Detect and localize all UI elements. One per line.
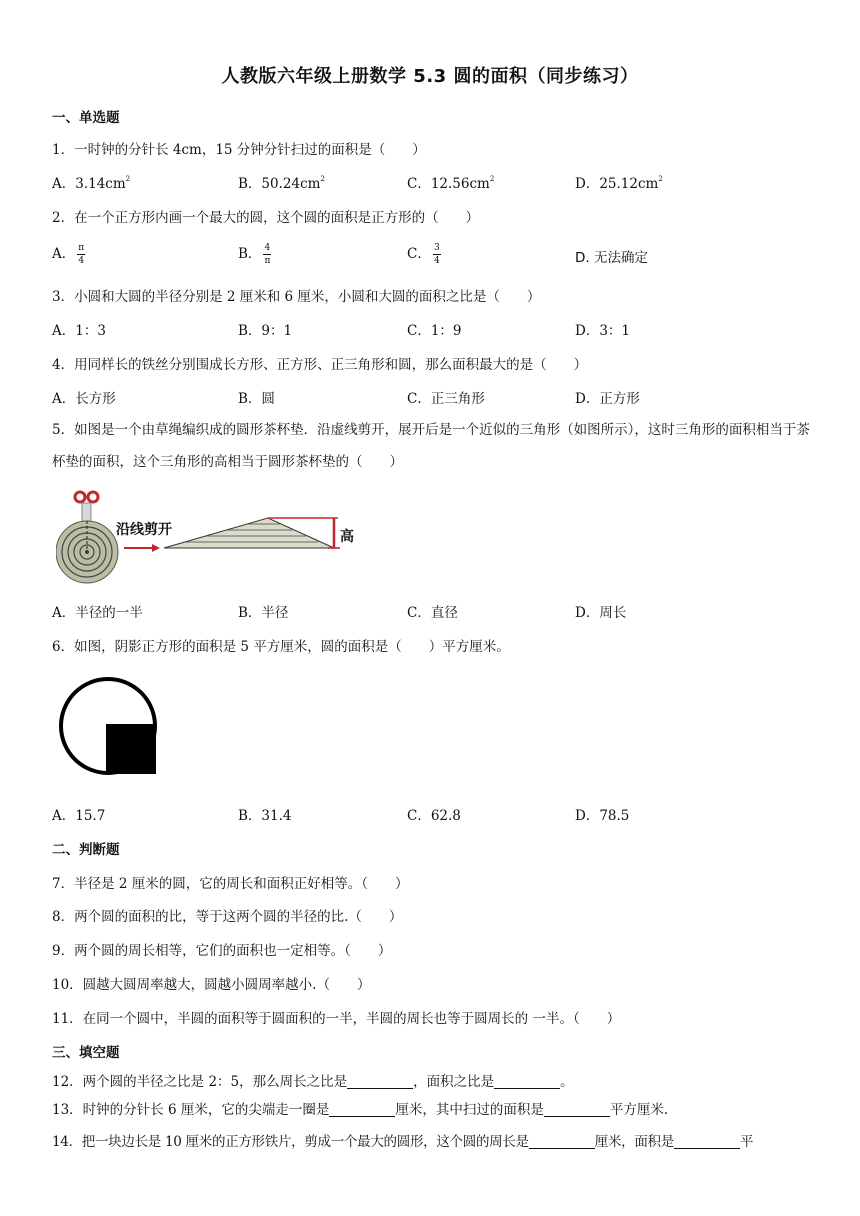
- question-3-option-d: D．3：1: [575, 323, 631, 339]
- question-10: 10．圆越大圆周率越大，圆越小圆周率越小.（ ）: [52, 977, 371, 993]
- question-2-option-b: B． $\frac{4}{\pi}$: [238, 243, 271, 266]
- question-3-option-a: A．1：3: [52, 323, 106, 339]
- height-label: 高: [340, 529, 354, 545]
- question-1-option-d: D．$25.12cm^2$: [575, 175, 663, 192]
- question-4-option-c: C．正三角形: [407, 391, 485, 407]
- question-4-stem: 4．用同样长的铁丝分别围成长方形、正方形、正三角形和圆，那么面积最大的是（ ）: [52, 357, 588, 373]
- question-8: 8．两个圆的面积的比，等于这两个圆的半径的比.（ ）: [52, 909, 403, 925]
- circle-square-figure: [58, 676, 160, 778]
- question-2-option-a: A． $\frac{\pi}{4}$: [52, 243, 85, 266]
- question-2-options: [52, 242, 812, 268]
- question-3-options: [52, 319, 812, 339]
- question-5-option-a: A．半径的一半: [52, 605, 143, 621]
- question-1-option-b: B．$50.24cm^2$: [238, 175, 325, 192]
- coaster-cut-figure: [56, 486, 366, 586]
- question-4-option-a: A．长方形: [52, 391, 116, 407]
- question-2-option-c: C． $\frac{3}{4}$: [407, 243, 440, 266]
- question-6-stem: 6．如图，阴影正方形的面积是 5 平方厘米，圆的面积是（ ）平方厘米。: [52, 639, 510, 655]
- question-6-options: [52, 804, 812, 824]
- coaster-circle: [56, 521, 118, 583]
- question-5-option-c: C．直径: [407, 605, 458, 621]
- question-1-stem: 1．一时钟的分针长 4cm，15 分钟分针扫过的面积是（ ）: [52, 142, 426, 158]
- question-1-option-c: C．$12.56cm^2$: [407, 175, 495, 192]
- question-11: 11．在同一个圆中，半圆的面积等于圆面积的一半，半圆的周长也等于圆周长的 一半。（ ）: [52, 1011, 621, 1027]
- question-7: 7．半径是 2 厘米的圆，它的周长和面积正好相等。（ ）: [52, 876, 409, 892]
- shaded-square: [106, 724, 156, 774]
- section-heading-single-choice: 一、单选题: [52, 110, 120, 126]
- question-2-stem: 2．在一个正方形内画一个最大的圆，这个圆的面积是正方形的（ ）: [52, 210, 480, 226]
- question-2-option-d: D. 无法确定: [575, 250, 648, 266]
- question-5-stem: 5．如图是一个由草绳编织成的圆形茶杯垫．沿虚线剪开，展开后是一个近似的三角形（如图所示），这时三角形的面积相当于茶杯垫的面积，这个三角形的高相当于圆形茶杯垫的（ ）: [52, 422, 810, 470]
- question-13: 13．时钟的分针长 6 厘米，它的尖端走一圈是 厘米，其中扫过的面积是 平方厘米.: [52, 1102, 669, 1118]
- question-4-options: [52, 387, 812, 407]
- blank-field[interactable]: [674, 1134, 740, 1149]
- blank-field[interactable]: [529, 1134, 595, 1149]
- question-12: 12．两个圆的半径之比是 2：5，那么周长之比是 ，面积之比是 。: [52, 1074, 574, 1090]
- page-title: 人教版六年级上册数学 5.3 圆的面积（同步练习）: [221, 66, 639, 87]
- blank-field[interactable]: [329, 1102, 395, 1117]
- question-3-stem: 3．小圆和大圆的半径分别是 2 厘米和 6 厘米，小圆和大圆的面积之比是（ ）: [52, 289, 541, 305]
- question-5-option-d: D．周长: [575, 605, 627, 621]
- question-4-option-d: D．正方形: [575, 391, 640, 407]
- question-3-option-c: C．1：9: [407, 323, 462, 339]
- question-14: 14．把一块边长是 10 厘米的正方形铁片，剪成一个最大的圆形，这个圆的周长是 厘米，面积是 平: [52, 1134, 754, 1150]
- question-4-option-b: B．圆: [238, 391, 275, 407]
- question-3-option-b: B．9：1: [238, 323, 293, 339]
- cut-label: 沿线剪开: [116, 522, 172, 538]
- question-6-option-c: C．62.8: [407, 808, 461, 824]
- blank-field[interactable]: [494, 1074, 560, 1089]
- blank-field[interactable]: [347, 1074, 413, 1089]
- question-5-option-b: B．半径: [238, 605, 289, 621]
- question-1-option-a: A．$3.14cm^2$: [52, 175, 131, 192]
- question-6-option-a: A．15.7: [52, 808, 106, 824]
- arrow-head-icon: [152, 544, 160, 552]
- question-6-option-d: D．78.5: [575, 808, 630, 824]
- scissors-icon: [75, 492, 98, 523]
- blank-field[interactable]: [544, 1102, 610, 1117]
- question-5-options: [52, 601, 812, 621]
- section-heading-true-false: 二、判断题: [52, 842, 120, 858]
- unrolled-triangle: [164, 518, 334, 548]
- section-heading-fill-blank: 三、填空题: [52, 1045, 120, 1061]
- question-6-option-b: B．31.4: [238, 808, 292, 824]
- question-1-options: [52, 172, 812, 192]
- question-9: 9．两个圆的周长相等，它们的面积也一定相等。（ ）: [52, 943, 392, 959]
